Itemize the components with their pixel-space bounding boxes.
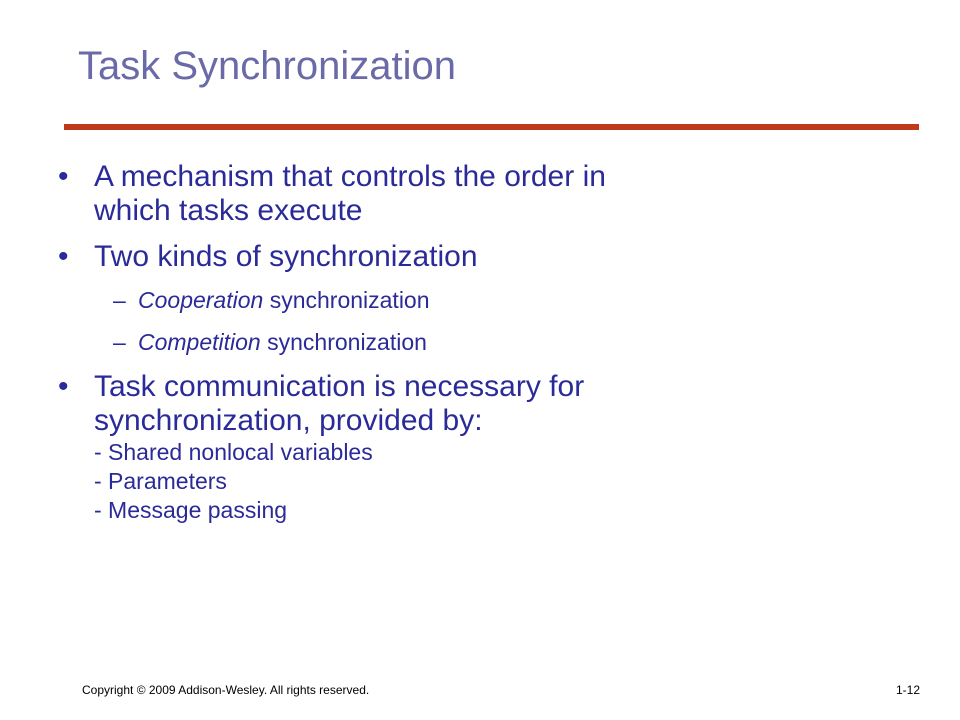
method-item: - Message passing <box>94 497 288 523</box>
method-item: - Parameters <box>94 468 227 494</box>
method-item: - Shared nonlocal variables <box>94 439 373 465</box>
bullet-marker: • <box>58 240 69 273</box>
sub-bullet-cooperation <box>58 286 918 314</box>
sub-bullet-marker: – <box>113 329 126 355</box>
bullet-task-communication <box>58 370 918 525</box>
copyright-notice: Copyright © 2009 Addison-Wesley. All rights reserved. <box>82 683 370 697</box>
bullet-line: A mechanism that controls the order in <box>94 160 606 193</box>
sub-bullet-marker: – <box>113 287 126 313</box>
sub-bullet-text: synchronization <box>260 329 427 355</box>
bullet-line: which tasks execute <box>94 194 363 227</box>
page-number: 1-12 <box>895 683 920 697</box>
bullet-marker: • <box>58 370 69 403</box>
bullet-marker: • <box>58 160 69 193</box>
bullet-two-kinds <box>58 240 918 274</box>
sub-bullet-emphasis: Cooperation <box>138 287 264 313</box>
bullet-line: synchronization, provided by: <box>94 404 483 437</box>
communication-methods <box>94 438 918 525</box>
bullet-line: Two kinds of synchronization <box>94 240 478 273</box>
sub-bullet-competition <box>58 328 918 356</box>
bullet-line: Task communication is necessary for <box>94 370 585 403</box>
title-divider <box>64 124 919 130</box>
sub-bullet-text: synchronization <box>263 287 430 313</box>
slide-title: Task Synchronization <box>78 44 456 88</box>
slide-content <box>58 160 918 537</box>
bullet-mechanism <box>58 160 918 228</box>
sub-bullet-emphasis: Competition <box>138 329 261 355</box>
